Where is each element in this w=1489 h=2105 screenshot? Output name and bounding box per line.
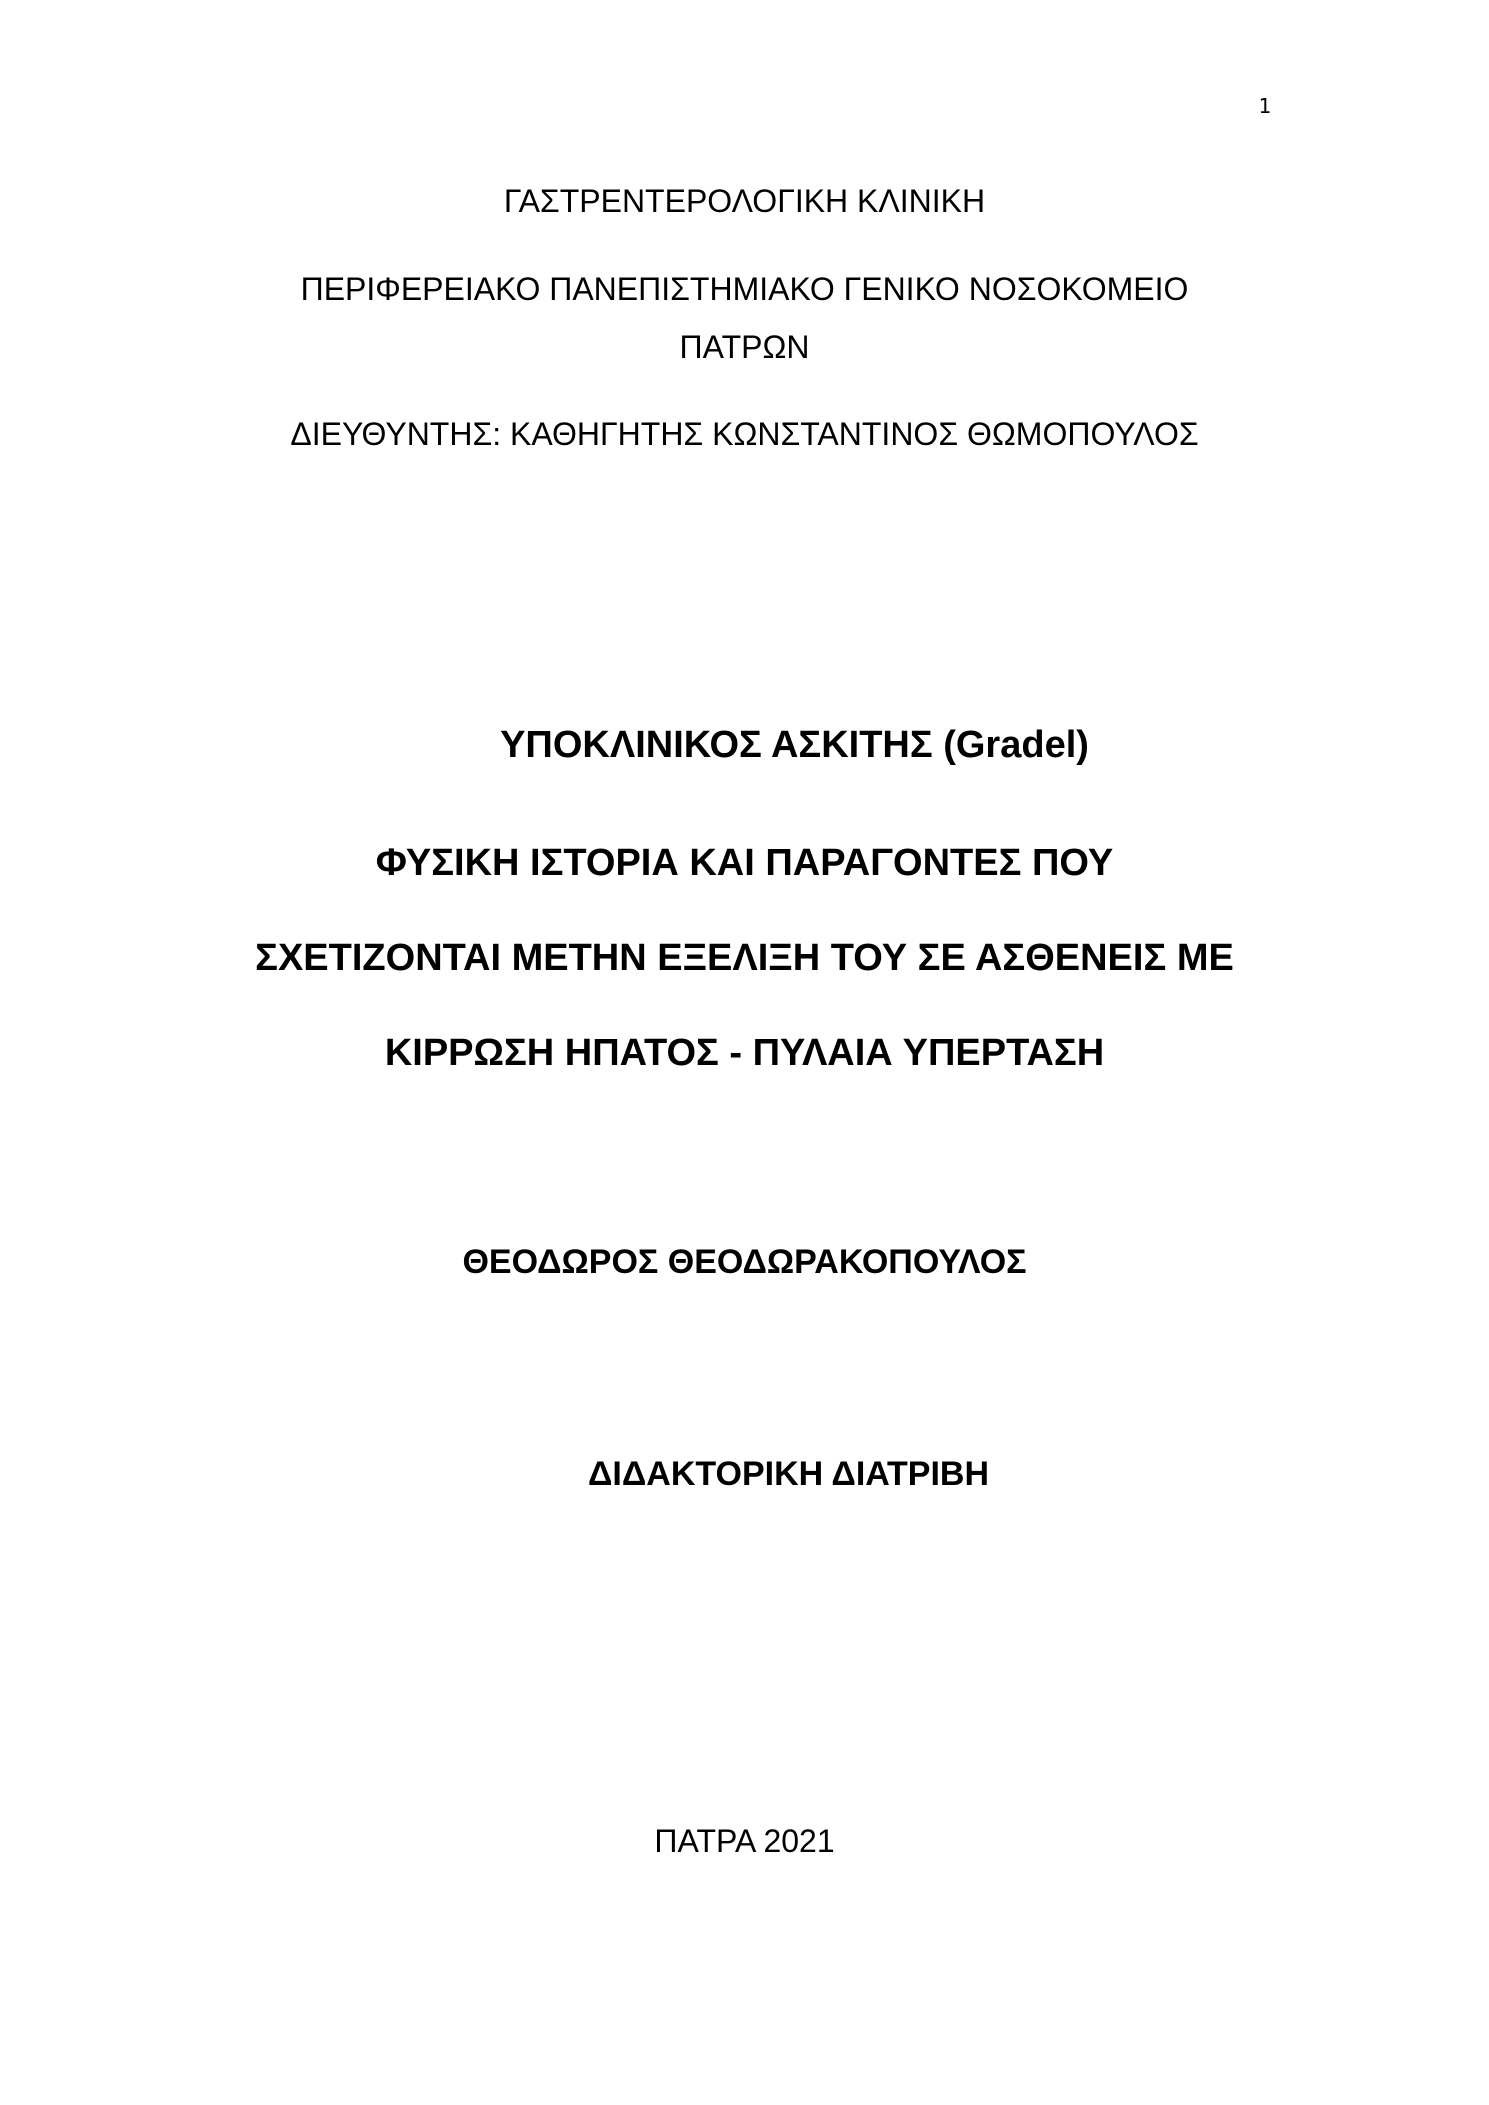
thesis-title-line1: ΥΠΟΚΛΙΝΙΚΟΣ ΑΣΚΙΤΗΣ (Gradel) [500,724,1089,766]
thesis-title-line3: ΣΧΕΤΙΖΟΝΤΑΙ ΜΕΤΗΝ ΕΞΕΛΙΞΗ ΤΟΥ ΣΕ ΑΣΘΕΝΕΙΣ ΜΕ [255,937,1234,979]
document-type: ΔΙΔΑΚΤΟΡΙΚΗ ΔΙΑΤΡΙΒΗ [587,1455,990,1493]
author-name: ΘΕΟΔΩΡΟΣ ΘΕΟΔΩΡΑΚΟΠΟΥΛΟΣ [462,1243,1027,1281]
thesis-title-line2: ΦΥΣΙΚΗ ΙΣΤΟΡΙΑ ΚΑΙ ΠΑΡΑΓΟΝΤΕΣ ΠΟΥ [375,842,1114,884]
page-number: 1 [1258,94,1272,118]
hospital-name-line1: ΠΕΡΙΦΕΡΕΙΑΚΟ ΠΑΝΕΠΙΣΤΗΜΙΑΚΟ ΓΕΝΙΚΟ ΝΟΣΟΚΟΜΕΙΟ [300,271,1189,307]
clinic-name: ΓΑΣΤΡΕΝΤΕΡΟΛΟΓΙΚΗ ΚΛΙΝΙΚΗ [503,183,986,219]
thesis-title-line4: ΚΙΡΡΩΣΗ ΗΠΑΤΟΣ - ΠΥΛΑΙΑ ΥΠΕΡΤΑΣΗ [384,1032,1105,1074]
place-year: ΠΑΤΡΑ 2021 [654,1823,835,1859]
director-line: ΔΙΕΥΘΥΝΤΗΣ: ΚΑΘΗΓΗΤΗΣ ΚΩΝΣΤΑΝΤΙΝΟΣ ΘΩΜΟΠΟΥΛΟΣ [290,416,1199,452]
hospital-name-line2: ΠΑΤΡΩΝ [679,329,810,365]
